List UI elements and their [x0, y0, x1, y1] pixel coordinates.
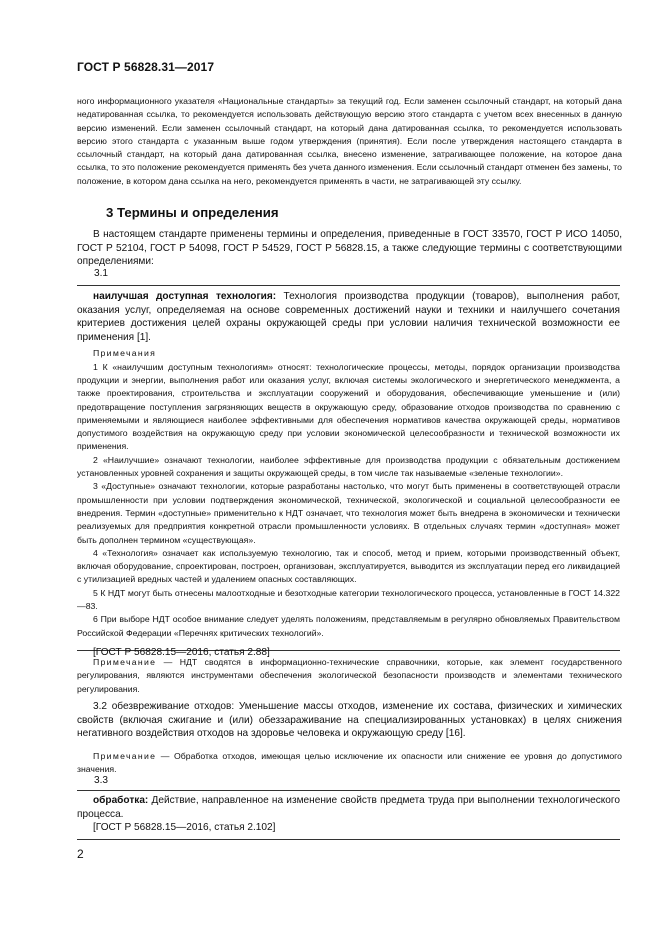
note-item: 2 «Наилучшие» означают технологии, наиболее эффективные для производства продукции с обязательным достижением установленных уровней сохранения и защиты окружающей среды, в том числе так называемые «зеленые технологии».: [77, 454, 620, 479]
term-name-3-2: обезвреживание отходов:: [111, 701, 235, 712]
note-text-3-2: — Обработка отходов, имеющая целью исключение их опасности или снижение ее уровня до допустимого значения.: [77, 751, 622, 775]
outer-note-text: — НДТ сводятся в информационно-технические справочники, которые, как элемент государственного регулирования, являются инструментами обеспечения экологической безопасности производств и элементами технического регулирования.: [77, 657, 622, 694]
term-box-3-1: [77, 285, 620, 658]
term-number-3-2: 3.2: [93, 701, 108, 712]
term-text-3-2: Уменьшение массы отходов, изменение их состава, физических и химических свойств (включая сжигание и (или) обеззараживание на специализированных установках) в целях снижения негативного воздействия отходов на здоровье человека и окружающую среду [16].: [77, 701, 622, 740]
note-item: 5 К НДТ могут быть отнесены малоотходные и безотходные категории технологического процесса, установленные в ГОСТ 14.322—83.: [77, 587, 620, 612]
term-definition-3-2: [77, 700, 622, 741]
term-definition-3-3: [77, 794, 620, 835]
term-name-3-1: наилучшая доступная технология:: [93, 291, 277, 302]
note-item: 6 При выборе НДТ особое внимание следует уделять положениям, представляемым в регулярно обновляемых Правительством Российской Федерации «Перечнях критических технологий».: [77, 614, 620, 638]
section-intro-text: В настоящем стандарте применены термины и определения, приведенные в ГОСТ 33570, ГОСТ Р ИСО 14050, ГОСТ Р 52104, ГОСТ Р 54098, ГОСТ Р 54529, ГОСТ Р 56828.15, а также следующие термины с соответствующими определениями:: [77, 229, 622, 268]
notes-title: Примечания: [93, 348, 157, 359]
note-item: 4 «Технология» означает как используемую технологию, так и способ, метод и прием, которыми производственный объект, включая оборудование, спроектирован, построен, организован, эксплуатируется, выводится из эксплуатации перед его ликвидацией с утилизацией вредных частей и удалением опасных составляющих.: [77, 547, 620, 585]
source-text-3-1: [ГОСТ Р 56828.15—2016, статья 2.88]: [93, 646, 270, 658]
term-text-3-1: Технология производства продукции (товаров), выполнения работ, оказания услуг, определяемая на основе современных достижений науки и техники и наилучшего сочетания критериев достижения целей охраны окружающей среды при условии наличия технической возможности ее применения [1].: [77, 291, 620, 343]
outer-note-3-1: [77, 656, 622, 696]
term-name-3-3: обработка:: [93, 795, 149, 806]
source-text-3-3: [ГОСТ Р 56828.15—2016, статья 2.102]: [93, 822, 276, 834]
note-item: 3 «Доступные» означают технологии, которые разработаны настолько, что могут быть применены в соответствующей отрасли промышленности при условии подтверждения экономической, технической, экологической и социальной целесообразности ее внедрения. Термин «доступные» применительно к НДТ означает, что технология может быть внедрена в экономически и технически реализуемых для предприятия конкретной отрасли промышленности условиях. В отдельных случаях термин «доступная» может быть дополнен термином «существующая».: [77, 481, 620, 545]
intro-text: ного информационного указателя «Национальные стандарты» за текущий год. Если заменен ссылочный стандарт, на который дана недатированная ссылка, то рекомендуется использовать действующую версию этого стандарта с учетом всех внесенных в данную версию изменений. Если заменен ссылочный стандарт, на который дана датированная ссылка, то рекомендуется использовать версию этого стандарта с указанным выше годом утверждения (принятия). Если после утверждения настоящего стандарта в ссылочный стандарт, на который дана датированная ссылка, внесено изменение, затрагивающее положение, на которое дана ссылка, то это положение рекомендуется применять без учета данного изменения. Если ссылочный стандарт отменен без замены, то положение, в котором дана ссылка на него, рекомендуется применять в части, не затрагивающей эту ссылку.: [77, 96, 622, 186]
note-item: 1 К «наилучшим доступным технологиям» относят: технологические процессы, методы, порядок организации производства продукции и энергии, выполнения работ или оказания услуг, включая системы экологического и энергетического менеджмента, а также проектирования, строительства и эксплуатации сооружений и оборудования, обеспечивающие уменьшение и (или) предотвращение поступления загрязняющих веществ в окружающую среду, образование отходов производства по сравнению с применяемыми и являющиеся наиболее эффективными для обеспечения нормативов качества окружающей среды, нормативов допустимого воздействия на окружающую среду при условии экономической целесообразности и технической возможности их применения.: [77, 361, 620, 452]
section-heading: 3 Термины и определения: [106, 205, 279, 220]
note-3-2: [77, 750, 622, 777]
term-definition-3-1: [77, 290, 620, 344]
document-header: ГОСТ Р 56828.31—2017: [77, 60, 215, 74]
term-box-3-3: [77, 790, 620, 840]
notes-block-3-1: [77, 347, 620, 640]
term-text-3-3: Действие, направленное на изменение свойств предмета труда при выполнении технологического процесса.: [77, 795, 620, 820]
page-number: 2: [77, 847, 84, 861]
intro-paragraph: [77, 95, 622, 188]
note-label-3-2: Примечание: [93, 751, 157, 761]
outer-note-label: Примечание: [93, 657, 157, 667]
term-number-3-1: 3.1: [94, 268, 109, 279]
term-number-3-3: 3.3: [94, 775, 109, 786]
section-intro: [77, 228, 622, 269]
